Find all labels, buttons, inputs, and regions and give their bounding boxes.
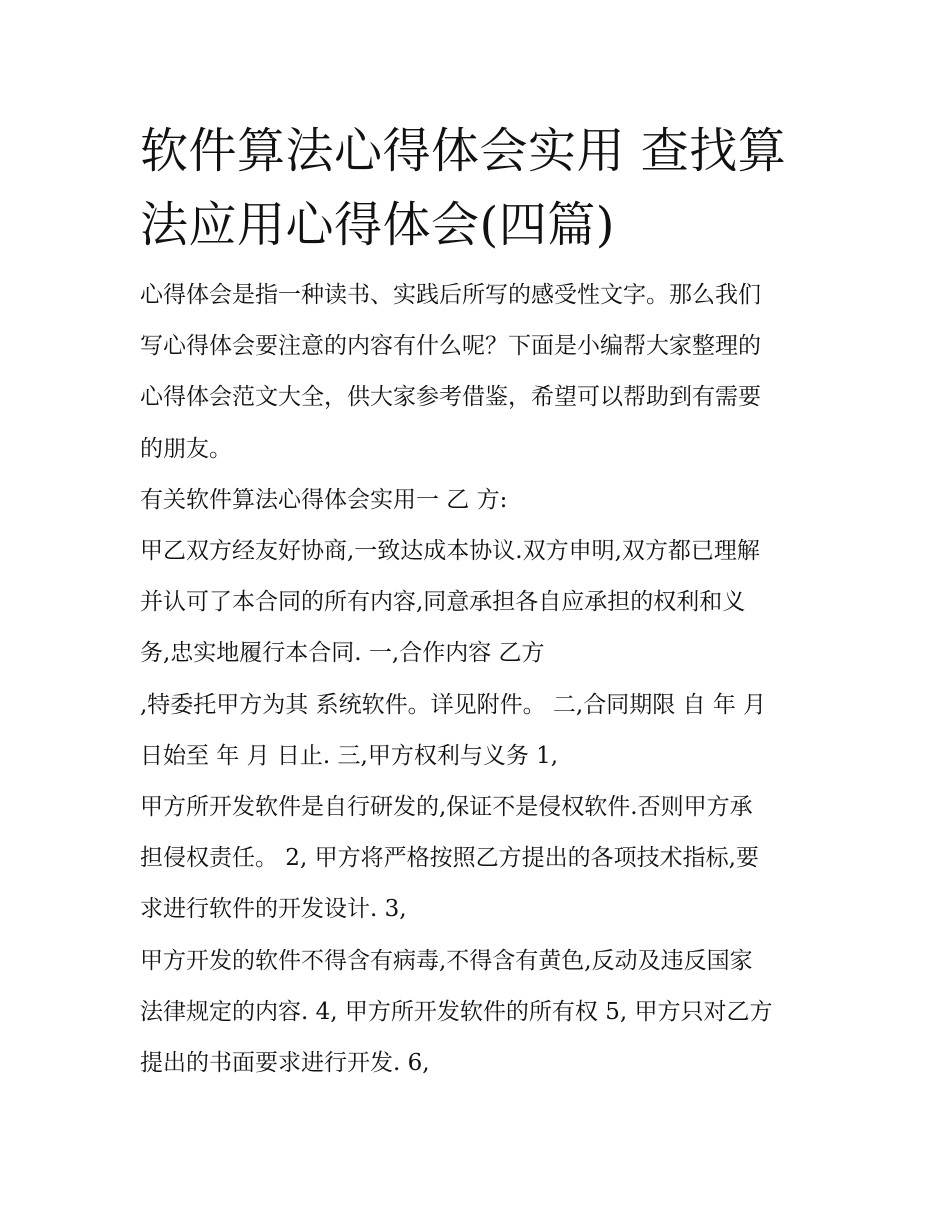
body-line: 求进行软件的开发设计. 3, xyxy=(140,896,407,923)
body-line: 心得体会是指一种读书、实践后所写的感受性文字。那么我们 xyxy=(140,282,761,308)
body-line: ,特委托甲方为其 系统软件。详见附件。 二,合同期限 自 年 月 xyxy=(140,691,767,718)
body-line: 的朋友。 xyxy=(140,435,232,462)
body-line: 提出的书面要求进行开发. 6, xyxy=(140,1050,430,1077)
title-line: 软件算法心得体会实用 查找算 xyxy=(140,123,787,179)
body-line: 日始至 年 月 日止. 三,甲方权利与义务 1, xyxy=(140,742,559,769)
body-line: 法律规定的内容. 4, 甲方所开发软件的所有权 5, 甲方只对乙方 xyxy=(140,998,773,1025)
body-line: 写心得体会要注意的内容有什么呢？下面是小编帮大家整理的 xyxy=(140,333,761,360)
document-content xyxy=(140,114,820,1089)
body-line: 担侵权责任。 2, 甲方将严格按照乙方提出的各项技术指标,要 xyxy=(140,845,759,872)
body-line: 甲方开发的软件不得含有病毒,不得含有黄色,反动及违反国家 xyxy=(140,947,753,974)
body-line: 甲乙双方经友好协商,一致达成本协议.双方申明,双方都已理解 xyxy=(140,538,760,565)
body-line: 甲方所开发软件是自行研发的,保证不是侵权软件.否则甲方承 xyxy=(140,794,753,821)
title-line: 法应用心得体会(四篇) xyxy=(140,197,615,253)
document-title xyxy=(140,114,820,262)
document-body xyxy=(140,270,820,1089)
body-line: 务,忠实地履行本合同. 一,合作内容 乙方 xyxy=(140,640,545,667)
section-heading: 有关软件算法心得体会实用一 乙 方: xyxy=(140,486,508,513)
body-line: 并认可了本合同的所有内容,同意承担各自应承担的权利和义 xyxy=(140,589,746,616)
body-line: 心得体会范文大全，供大家参考借鉴，希望可以帮助到有需要 xyxy=(140,384,761,411)
